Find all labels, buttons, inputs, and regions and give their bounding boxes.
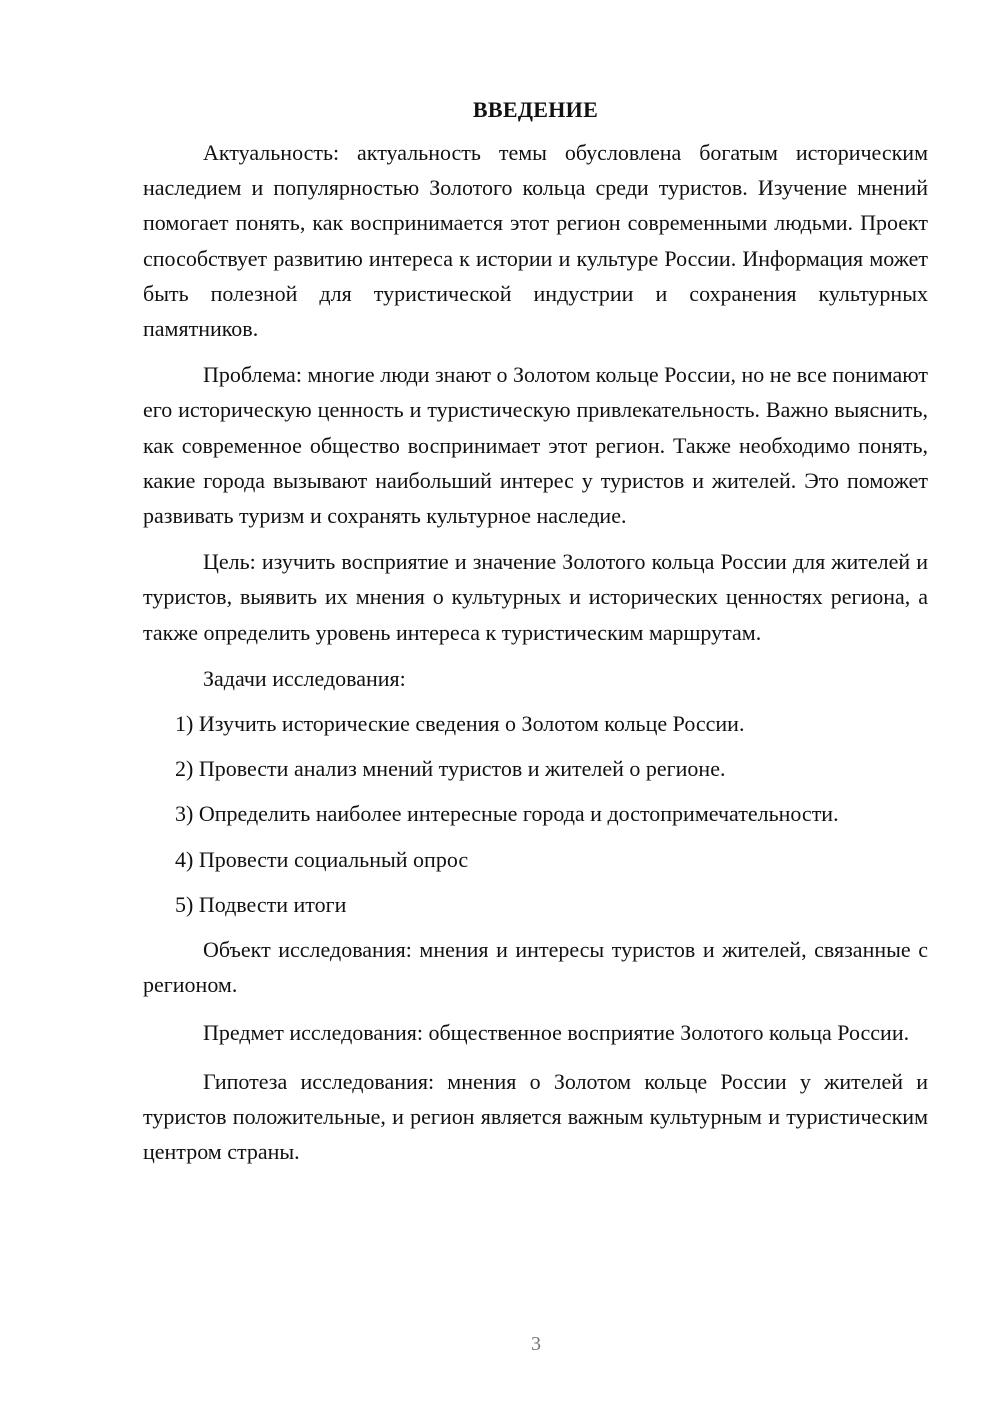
list-item: 2) Провести анализ мнений туристов и жителей о регионе. — [175, 756, 726, 782]
paragraph-subject: Предмет исследования: общественное восприятие Золотого кольца России. — [203, 1020, 910, 1046]
paragraph-problem: Проблема: многие люди знают о Золотом кольце России, но не все понимают его историческую ценность и туристическую привлекательность. Важно выяснить, как современное общество воспринимает этот регион. Также необходимо понять, какие города вызывают наибольший интерес у туристов и жителей. Это поможет развивать туризм и сохранять культурное наследие. — [143, 362, 928, 529]
list-item: 4) Провести социальный опрос — [175, 846, 469, 872]
paragraph-relevance: Актуальность: актуальность темы обусловлена богатым историческим наследием и популярностью Золотого кольца среди туристов. Изучение мнений помогает понять, как воспринимается этот регион современными людьми. Проект способствует развитию интереса к истории и культуре России. Информация может быть полезной для туристической индустрии и сохранения культурных памятников. — [143, 140, 928, 342]
page-number: 3 — [531, 1333, 541, 1355]
page-content — [143, 92, 928, 1180]
list-item: 3) Определить наиболее интересные города и достопримечательности. — [175, 801, 839, 827]
paragraph-hypothesis: Гипотеза исследования: мнения о Золотом кольце России у жителей и туристов положительные, и регион является важным культурным и туристическим центром страны. — [143, 1068, 928, 1165]
tasks-heading: Задачи исследования: — [203, 665, 406, 691]
task-list — [143, 706, 928, 922]
paragraph-goal: Цель: изучить восприятие и значение Золотого кольца России для жителей и туристов, выявить их мнения о культурных и исторических ценностях региона, а также определить уровень интереса к туристическим маршрутам. — [143, 549, 928, 645]
list-item: 5) Подвести итоги — [175, 891, 347, 917]
list-item: 1) Изучить исторические сведения о Золотом кольце России. — [175, 711, 745, 737]
paragraph-object: Объект исследования: мнения и интересы туристов и жителей, связанные с регионом. — [143, 937, 928, 998]
section-title: ВВЕДЕНИЕ — [472, 97, 599, 122]
